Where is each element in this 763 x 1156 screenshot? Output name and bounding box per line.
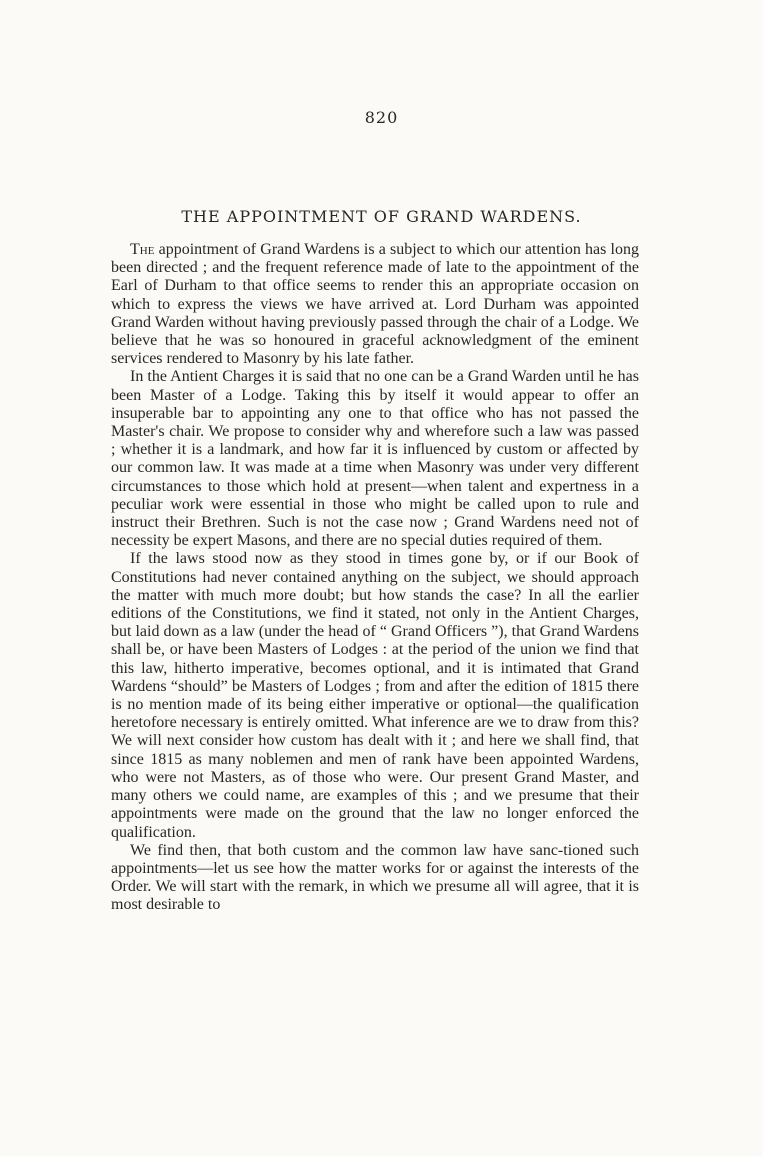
paragraph: We find then, that both custom and the common law have sanc-tioned such appointments—let us see how the matter works for or against the interests of the Order. We will start with the remark, in which we presume all will agree, that it is most desirable to	[111, 841, 639, 914]
paragraph: If the laws stood now as they stood in times gone by, or if our Book of Constitutions had never contained anything on the subject, we should approach the matter with much more doubt; but how stands the case? In all the earlier editions of the Constitutions, we find it stated, not only in the Antient Charges, but laid down as a law (under the head of “ Grand Officers ”), that Grand Wardens shall be, or have been Masters of Lodges : at the period of the union we find that this law, hitherto imperative, becomes optional, and it is intimated that Grand Wardens “should” be Masters of Lodges ; from and after the edition of 1815 there is no mention made of its being either imperative or optional—the qualification heretofore necessary is entirely omitted. What inference are we to draw from this? We will next consider how custom has dealt with it ; and here we shall find, that since 1815 as many noblemen and men of rank have been appointed Wardens, who were not Masters, as of those who were. Our present Grand Master, and many others we could name, are examples of this ; and we presume that their appointments were made on the ground that the law no longer enforced the qualification.	[111, 550, 639, 841]
article-body	[111, 241, 639, 915]
paragraph	[111, 241, 639, 368]
article-title: THE APPOINTMENT OF GRAND WARDENS.	[181, 207, 582, 226]
paragraph: In the Antient Charges it is said that no one can be a Grand Warden until he has been Master of a Lodge. Taking this by itself it would appear to offer an insuperable bar to appointing any one to that office who has not passed the Master's chair. We propose to consider why and wherefore such a law was passed ; whether it is a landmark, and how far it is influenced by custom or affected by our common law. It was made at a time when Masonry was under very different circumstances to those which hold at present—when talent and expertness in a peculiar work were essential in those who might be called upon to rule and instruct their Brethren. Such is not the case now ; Grand Wardens need not of necessity be expert Masons, and there are no special duties required of them.	[111, 368, 639, 550]
paragraph-text: appointment of Grand Wardens is a subject to which our attention has long been directed ; and the frequent reference made of late to the appointment of the Earl of Durham to that office seems to render this an appropriate occasion on which to express the views we have arrived at. Lord Durham was appointed Grand Warden without having previously passed through the chair of a Lodge. We believe that he was so honoured in graceful acknowledgment of the eminent services rendered to Masonry by his late father.	[111, 241, 639, 368]
page-number: 820	[364, 108, 399, 127]
drop-word: The	[130, 241, 155, 258]
